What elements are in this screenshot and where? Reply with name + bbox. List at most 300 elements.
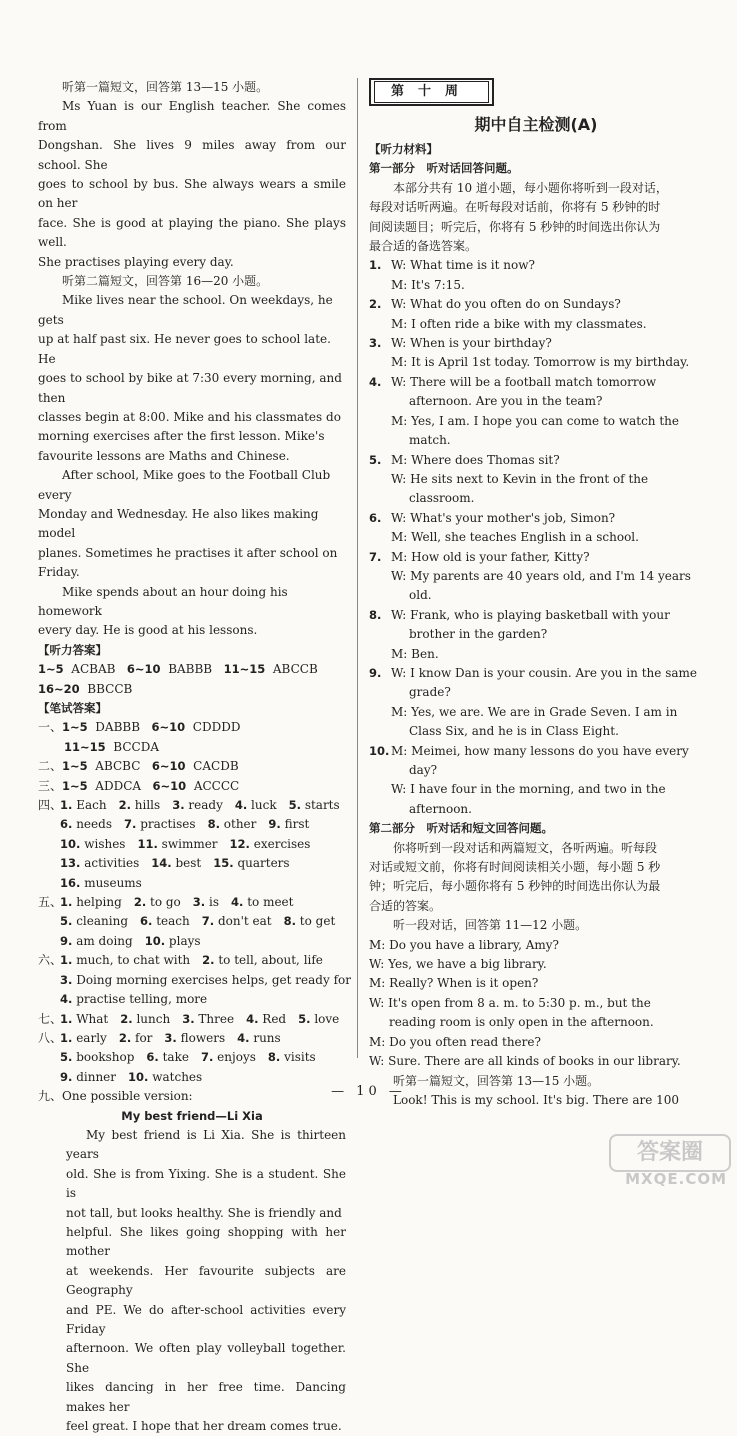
dialog-line — [369, 315, 703, 334]
text-line: goes to school by bus. She always wears a smile on her — [38, 177, 346, 211]
text-line: 你将听到一段对话和两篇短文，各听两遍。听每段 — [393, 840, 658, 855]
text-line: afternoon. We often play volleyball together. She — [66, 1341, 346, 1375]
dialog-text: I know Dan is your cousin. Are you in the same — [410, 665, 697, 680]
dialog-line — [369, 470, 703, 489]
answer-row — [38, 660, 346, 679]
conversation-line — [369, 994, 703, 1013]
dialog-line — [369, 353, 703, 372]
answer-word: helping — [76, 895, 122, 910]
answer-word: flowers — [180, 1030, 226, 1045]
text-line: helpful. She likes going shopping with her mother — [66, 1224, 346, 1259]
conversation-heading: 听一段对话，回答第 11—12 小题。 — [393, 918, 588, 933]
written-answers-heading: 【笔试答案】 — [38, 701, 107, 715]
text-line: face. She is good at playing the piano. She plays well. — [38, 215, 346, 250]
dialog-line — [369, 780, 703, 799]
dialog-text: Well, she teaches English in a school. — [411, 530, 639, 545]
answer-word: practise telling, more — [76, 992, 208, 1007]
answer-value: CDDDD — [192, 720, 241, 735]
text-line: 间阅读题目；听完后，你将有 5 秒钟的时间选出你认为 — [369, 219, 661, 234]
item-number: 5. — [288, 798, 301, 813]
dialog-text: Meimei, how many lessons do you have every — [411, 743, 689, 758]
conversation-text: Do you have a library, Amy? — [389, 937, 559, 952]
dialog-number: 6. — [369, 510, 382, 525]
dialog-text: What's your mother's job, Simon? — [410, 510, 616, 525]
speaker: M: — [369, 937, 386, 952]
answer-row — [38, 815, 346, 834]
answer-word: for — [135, 1030, 153, 1045]
page-title: 期中自主检测(A) — [474, 115, 598, 134]
dialog-text: What time is it now? — [410, 258, 535, 273]
answer-row-er — [38, 757, 346, 776]
dialog-line — [369, 761, 703, 780]
answer-word: watches — [152, 1069, 203, 1084]
answer-row — [38, 854, 346, 873]
item-number: 7. — [123, 817, 137, 832]
text-line: 对话或短文前，你将有时间阅读相关小题，每小题 5 秒 — [369, 860, 661, 875]
answer-word: enjoys — [217, 1050, 256, 1065]
item-number: 2. — [118, 1030, 132, 1045]
item-number: 9. — [60, 933, 73, 948]
dialog-item — [369, 256, 703, 295]
dialog-line — [369, 392, 703, 411]
passage-two — [38, 291, 346, 640]
speaker: M: — [391, 316, 408, 331]
answer-word: early — [76, 1030, 107, 1045]
section-number: 三、 — [38, 778, 63, 793]
text-line: feel great. I hope that her dream comes true. — [66, 1419, 342, 1434]
listening-answers-heading: 【听力答案】 — [38, 642, 107, 657]
answer-row — [38, 1048, 346, 1067]
dialog-line — [369, 586, 703, 605]
item-number: 4. — [237, 1030, 250, 1045]
answer-word: take — [162, 1050, 189, 1065]
dialog-item — [369, 606, 703, 664]
answer-word: plays — [168, 933, 201, 948]
dialog-line — [369, 334, 703, 353]
answer-word: needs — [76, 817, 112, 832]
text-line: Mike spends about an hour doing his homework — [38, 584, 288, 618]
speaker: M: — [391, 704, 408, 719]
item-number: 10. — [144, 933, 166, 948]
right-column — [369, 78, 703, 1110]
conversation — [369, 936, 703, 1072]
answer-word: first — [284, 817, 310, 832]
text-line: She practises playing every day. — [38, 254, 234, 269]
text-line: Ms Yuan is our English teacher. She comes from — [38, 99, 346, 133]
answer-word: Red — [262, 1011, 287, 1026]
dialog-text: old. — [409, 588, 432, 603]
conversation-text: Really? When is it open? — [389, 976, 539, 991]
dialog-item — [369, 334, 703, 373]
answer-word: museums — [84, 875, 142, 890]
dialog-line — [369, 625, 703, 644]
answer-value: DABBB — [95, 720, 141, 735]
dialog-text: grade? — [409, 685, 451, 700]
fill-answer-rows — [38, 796, 351, 1087]
answer-value: ACCCC — [193, 778, 240, 793]
answer-row — [38, 932, 346, 951]
item-number: 5. — [60, 914, 73, 929]
section-number: 一、 — [38, 720, 63, 735]
item-number: 2. — [133, 895, 147, 910]
answer-range: 16~20 — [38, 681, 80, 696]
text-line: at weekends. Her favourite subjects are Geography — [66, 1263, 346, 1298]
week-text: 第十周 — [374, 81, 489, 103]
left-column — [38, 78, 351, 1436]
text-line: likes dancing in her free time. Dancing makes her — [66, 1380, 346, 1414]
dialog-text: I have four in the morning, and two in the — [410, 782, 666, 797]
answer-value: ABCBC — [95, 759, 141, 774]
answer-word: much, to chat with — [76, 953, 191, 968]
item-number: 13. — [60, 856, 81, 871]
page-number: — 10 — — [331, 1084, 406, 1099]
answer-row — [38, 951, 346, 970]
watermark-text: 答案圈 — [609, 1134, 731, 1172]
answer-word: other — [223, 817, 257, 832]
speaker: W: — [369, 957, 385, 972]
section-number: 七、 — [38, 1011, 63, 1026]
item-number: 7. — [200, 1050, 214, 1065]
dialog-text: afternoon. Are you in the team? — [409, 394, 603, 409]
passage-one-heading: 听第一篇短文，回答第 13—15 小题。 — [62, 80, 269, 94]
part-two-heading: 第二部分 听对话和短文回答问题。 — [369, 821, 553, 836]
speaker: W: — [391, 665, 407, 680]
speaker: W: — [391, 607, 407, 622]
answer-word: quarters — [237, 856, 290, 871]
conversation-text: Yes, we have a big library. — [388, 957, 547, 972]
answer-range: 1~5 — [62, 778, 88, 793]
answer-row — [38, 912, 346, 931]
item-number: 5. — [298, 1011, 311, 1026]
written-answers — [38, 718, 351, 1087]
answer-row — [38, 1010, 346, 1029]
dialog-number: 7. — [369, 549, 382, 564]
item-number: 9. — [60, 1069, 73, 1084]
item-number: 6. — [140, 914, 153, 929]
item-number: 6. — [60, 817, 73, 832]
dialog-text: When is your birthday? — [410, 336, 552, 351]
answer-word: Doing morning exercises helps, get ready for — [76, 972, 351, 987]
text-line: every day. He is good at his lessons. — [38, 623, 258, 638]
item-number: 6. — [146, 1050, 159, 1065]
answer-range: 1~5 — [38, 662, 64, 677]
answer-word: swimmer — [161, 836, 218, 851]
answer-word: activities — [84, 856, 140, 871]
item-number: 10. — [128, 1069, 149, 1084]
answer-word: Three — [198, 1011, 235, 1026]
text-line: 最合适的备选答案。 — [369, 239, 478, 254]
item-number: 1. — [60, 953, 73, 968]
dialog-item — [369, 742, 703, 820]
speaker: W: — [391, 471, 407, 486]
dialog-line — [369, 276, 703, 295]
answer-word: ready — [188, 798, 223, 813]
answer-value: ABCCB — [272, 662, 318, 677]
item-number: 4. — [234, 798, 248, 813]
watermark-logo — [603, 1134, 731, 1192]
answer-word: is — [209, 895, 219, 910]
dialog-line — [369, 412, 703, 431]
text-line: 钟；听完后，每小题你将有 5 秒钟的时间选出你认为最 — [369, 879, 661, 894]
dialog-line — [369, 295, 703, 314]
dialog-text: My parents are 40 years old, and I'm 14 years — [410, 568, 691, 583]
speaker: W: — [391, 374, 407, 389]
item-number: 9. — [268, 817, 281, 832]
dialog-line — [369, 722, 703, 741]
answer-value: BBCCB — [87, 681, 133, 696]
text-line: Mike lives near the school. On weekdays, he gets — [38, 293, 333, 327]
dialog-text: What do you often do on Sundays? — [410, 297, 621, 312]
item-number: 3. — [164, 1030, 177, 1045]
dialog-line — [369, 509, 703, 528]
item-number: 2. — [120, 1011, 133, 1026]
dialog-number: 9. — [369, 665, 382, 680]
conversation-line — [369, 955, 703, 974]
answer-row — [38, 796, 346, 815]
answer-word: starts — [304, 798, 340, 813]
dialog-number: 3. — [369, 336, 382, 351]
dialog-line — [369, 742, 703, 761]
text-line: planes. Sometimes he practises it after school on Friday. — [38, 545, 338, 580]
conversation-line — [369, 1013, 703, 1032]
essay-body — [38, 1126, 346, 1436]
item-number: 1. — [60, 1030, 73, 1045]
item-number: 15. — [213, 856, 234, 871]
dialog-line — [369, 548, 703, 567]
dialog-number: 1. — [369, 258, 382, 273]
answer-word: What — [76, 1011, 109, 1026]
part-one-heading: 第一部分 听对话回答问题。 — [369, 161, 519, 176]
answer-word: visits — [284, 1050, 316, 1065]
answer-word: teach — [156, 914, 190, 929]
item-number: 1. — [60, 798, 73, 813]
item-number: 3. — [182, 1011, 195, 1026]
dialog-number: 5. — [369, 452, 382, 467]
answer-range: 6~10 — [151, 720, 186, 735]
text-line: Look! This is my school. It's big. There are 100 — [393, 1092, 680, 1107]
answer-range: 1~5 — [62, 720, 88, 735]
answer-word: to meet — [247, 895, 294, 910]
answer-value: CACDB — [193, 759, 239, 774]
dialog-line — [369, 451, 703, 470]
dialog-text: day? — [409, 763, 438, 777]
answer-row — [38, 835, 346, 854]
item-number: 7. — [201, 914, 215, 929]
item-number: 3. — [192, 895, 206, 910]
item-number: 2. — [202, 953, 215, 968]
dialog-text: How old is your father, Kitty? — [411, 549, 590, 564]
conversation-text: It's open from 8 a. m. to 5:30 p. m., but the — [388, 995, 651, 1010]
section-number: 五、 — [38, 895, 63, 910]
answer-range: 11~15 — [223, 662, 266, 677]
passage-one — [38, 97, 346, 272]
answer-word: wishes — [84, 836, 126, 851]
passage-two-heading: 听第二篇短文，回答第 16—20 小题。 — [62, 274, 269, 289]
text-line: After school, Mike goes to the Football Club every — [38, 468, 331, 502]
answer-word: to tell, about, life — [218, 953, 323, 968]
dialog-line — [369, 528, 703, 547]
conversation-line — [369, 1052, 703, 1071]
dialog-text: It is April 1st today. Tomorrow is my birthday. — [411, 355, 690, 370]
answer-range: 6~10 — [151, 759, 186, 774]
answer-word: to go — [150, 895, 181, 910]
dialog-number: 2. — [369, 297, 382, 312]
speaker: M: — [391, 743, 408, 758]
answer-value: BABBB — [168, 662, 213, 677]
conversation-text: reading room is only open in the afternoon. — [389, 1015, 654, 1030]
speaker: W: — [369, 995, 385, 1010]
dialog-text: I often ride a bike with my classmates. — [411, 316, 647, 331]
item-number: 4. — [60, 992, 73, 1007]
dialog-line — [369, 800, 703, 819]
passage-one-heading: 听第一篇短文，回答第 13—15 小题。 — [393, 1073, 600, 1088]
answer-range: 6~10 — [152, 778, 187, 793]
text-line: and PE. We do after-school activities every Friday — [66, 1302, 346, 1336]
speaker: W: — [391, 782, 407, 797]
answer-word: dinner — [76, 1069, 117, 1084]
answer-word: exercises — [253, 836, 311, 851]
text-line: My best friend is Li Xia. She is thirteen years — [66, 1127, 346, 1162]
item-number: 1. — [60, 1011, 73, 1026]
dialog-line — [369, 567, 703, 586]
dialog-number: 10. — [369, 743, 390, 758]
item-number: 16. — [60, 875, 81, 890]
answer-row — [38, 893, 346, 912]
dialog-list — [369, 256, 703, 819]
dialog-item — [369, 664, 703, 742]
dialog-text: It's 7:15. — [411, 277, 465, 292]
dialog-text: classroom. — [409, 491, 475, 506]
conversation-text: Do you often read there? — [389, 1034, 541, 1049]
dialog-text: Where does Thomas sit? — [411, 452, 560, 467]
dialog-text: Yes, I am. I hope you can come to watch the — [411, 413, 679, 428]
answer-row-yi-2 — [38, 738, 346, 757]
week-label — [369, 78, 494, 106]
text-line: Dongshan. She lives 9 miles away from our school. She — [38, 138, 346, 172]
column-divider — [357, 78, 358, 1058]
text-line: 每段对话听两遍。在听每段对话前，你将有 5 秒钟的时 — [369, 200, 661, 215]
watermark-url: MXQE.COM — [625, 1170, 727, 1188]
speaker: M: — [391, 277, 408, 292]
dialog-item — [369, 373, 703, 451]
text-line: goes to school by bike at 7:30 every morning, and then — [38, 371, 342, 405]
item-number: 3. — [60, 972, 73, 987]
item-number: 4. — [246, 1011, 259, 1026]
part-two-intro — [369, 839, 703, 917]
item-number: 8. — [207, 817, 220, 832]
answer-value: BCCDA — [113, 739, 159, 754]
answer-word: luck — [251, 798, 277, 813]
dialog-item — [369, 295, 703, 334]
speaker: W: — [391, 258, 407, 273]
dialog-line — [369, 256, 703, 275]
text-line: 合适的答案。 — [369, 898, 442, 913]
dialog-text: Yes, we are. We are in Grade Seven. I am in — [411, 704, 678, 719]
conversation-line — [369, 974, 703, 993]
dialog-item — [369, 548, 703, 606]
text-line: not tall, but looks healthy. She is friendly and — [66, 1205, 342, 1220]
dialog-text: There will be a football match tomorrow — [410, 374, 657, 389]
answer-word: cleaning — [76, 914, 128, 929]
dialog-text: brother in the garden? — [409, 627, 548, 642]
listening-answers — [38, 660, 346, 699]
answer-word: Each — [76, 798, 107, 813]
section-number: 六、 — [38, 953, 63, 968]
speaker: M: — [391, 452, 408, 467]
item-number: 8. — [267, 1050, 281, 1065]
conversation-text: Sure. There are all kinds of books in our library. — [388, 1054, 681, 1069]
text-line: 本部分共有 10 道小题，每小题你将听到一段对话， — [393, 180, 668, 195]
listening-material-heading: 【听力材料】 — [369, 142, 438, 156]
dialog-text: match. — [409, 433, 451, 448]
dialog-line — [369, 606, 703, 625]
text-line: morning exercises after the first lesson. Mike's — [38, 429, 325, 444]
answer-range: 11~15 — [64, 739, 106, 754]
answer-range: 1~5 — [62, 759, 88, 774]
text-line: up at half past six. He never goes to school late. He — [38, 332, 331, 366]
answer-value: ACBAB — [71, 662, 116, 677]
speaker: W: — [369, 1054, 385, 1069]
section-number: 四、 — [38, 798, 63, 813]
dialog-line — [369, 645, 703, 664]
answer-word: hills — [134, 798, 161, 813]
answer-word: love — [314, 1011, 340, 1026]
item-number: 12. — [229, 836, 250, 851]
answer-word: lunch — [136, 1011, 171, 1026]
answer-value: ADDCA — [95, 778, 142, 793]
answer-row — [38, 680, 346, 699]
speaker: M: — [391, 355, 408, 370]
dialog-number: 8. — [369, 607, 382, 622]
answer-word: am doing — [76, 933, 133, 948]
dialog-line — [369, 373, 703, 392]
speaker: W: — [391, 510, 407, 525]
item-number: 8. — [283, 914, 296, 929]
speaker: M: — [369, 1034, 386, 1049]
item-number: 14. — [151, 856, 172, 871]
section-number: 八、 — [38, 1030, 63, 1045]
answer-row — [38, 1029, 346, 1048]
conversation-line — [369, 936, 703, 955]
text-line: classes begin at 8:00. Mike and his classmates do — [38, 409, 341, 424]
text-line: favourite lessons are Maths and Chinese. — [38, 448, 290, 463]
dialog-line — [369, 683, 703, 702]
speaker: M: — [391, 646, 408, 661]
speaker: M: — [391, 530, 408, 545]
answer-word: don't eat — [217, 914, 272, 929]
answer-word: bookshop — [76, 1050, 135, 1065]
dialog-text: Ben. — [411, 646, 439, 661]
item-number: 5. — [60, 1050, 73, 1065]
essay-title: My best friend—Li Xia — [121, 1108, 263, 1123]
answer-word: runs — [253, 1030, 281, 1045]
dialog-line — [369, 489, 703, 508]
dialog-item — [369, 509, 703, 548]
speaker: W: — [391, 336, 407, 351]
answer-row — [38, 874, 346, 893]
text-line: old. She is from Yixing. She is a student. She is — [66, 1166, 346, 1201]
speaker: W: — [391, 297, 407, 312]
text-line: Monday and Wednesday. He also likes making model — [38, 506, 319, 541]
dialog-item — [369, 451, 703, 509]
speaker: W: — [391, 568, 407, 583]
dialog-text: Frank, who is playing basketball with your — [410, 607, 670, 622]
answer-word: best — [175, 856, 202, 871]
answer-word: practises — [140, 817, 196, 832]
dialog-text: afternoon. — [409, 801, 472, 816]
answer-row-san — [38, 777, 346, 796]
item-number: 3. — [172, 798, 185, 813]
